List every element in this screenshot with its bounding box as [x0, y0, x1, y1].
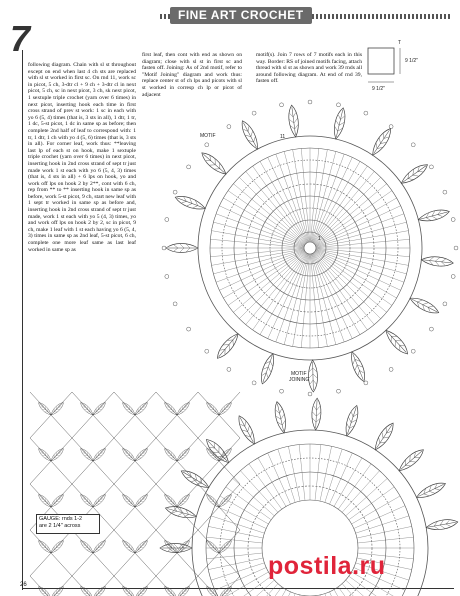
motif-joining-label-1: MOTIF [291, 371, 307, 377]
header-title: FINE ART CROCHET [170, 7, 312, 24]
round-mark-11: 11 [280, 134, 286, 140]
size-t-mark: T [398, 40, 402, 46]
motif-diagram-top [162, 100, 458, 396]
motif-joining-diagram [30, 392, 459, 596]
motif-joining-label-2: JOINING [289, 377, 310, 383]
round-mark-1: 1 [318, 236, 321, 242]
gauge-line-1: GAUGE: rnds 1-2 [39, 516, 83, 522]
instructions-column-2 [142, 52, 242, 98]
instructions-column-3 [256, 52, 362, 85]
gauge-box [36, 514, 100, 534]
size-width-label: 9 1/2" [372, 86, 385, 92]
instructions-column-1 [28, 62, 136, 253]
instructions-text-2: first leaf, then cont with end as shown on diagram; close with sl st in first sc and fasten off. Joining: As of 2nd motif, refer to "Motif Joining" diagram and work thus: replace center st of ch lps and picots with sl st worked in corresp ch lp or picot of adjacent [142, 52, 242, 98]
size-diagram [368, 48, 400, 82]
watermark: postila.ru [268, 552, 386, 580]
instructions-text-3: motif(s). Join 7 rows of 7 motifs each in this way. Border: RS of joined motifs facing, attach thread with sl st as shown and work 39 rnds all around following diagram. At end of rnd 39, fasten off. [256, 52, 362, 85]
size-height-label: 9 1/2" [405, 58, 418, 64]
folio: 26 [20, 582, 27, 588]
instructions-text-1: following diagram. Chain with sl st throughout except on end when last 4 ch sts are replaced with sl st worked in first sc. On rnd 11, work sc in picot, 5 ch, 3-dtr cl + 9 ch + 3-dtr cl in next picot, 5 ch, sc in next picot, 3 ch, sk next picot, 1 sextuple triple crochet (yarn over 6 times) in next picot, inserting hook each time in first cross strand of prev st work: 1 sc in each with yo 6 (5, 4) times (that is, 3 sts in all), 1 dtr, 1 tr, 1 dc, 5-st picot, 1 dc in same sp as before; then complete 2nd half of leaf to correspond with: 1 tr, 1 dtr, 1 ch with yo 4 (5, 6) times (that is, 3 sts in all). For corner leaf, work thus: **leaving last lp of each st on hook, make 1 sextuple triple crochet (yarn over 6 times) in next picot, inserting hook in 2nd cross strand of sept tr just made work 1 st each with yo 6 (5, 4, 3) times (that is, 4 sts in all) + 6 lps on hook, yo and work off lps on hook 2 by 2**, cont with 6 ch, rep from ** to ** inserting hook in same sp as before, work 5-st picot, 9 ch, start new leaf with 1 sept tr worked in same sp as before and, inserting hook in 2nd cross strand of sept tr just made, work 1 st each with yo 5 (4, 3) times, yo and work off lps on hook 2 by 2, sc in picot, 9 ch, make 1 leaf with 1 st each having yo 6 (5, 4, 3) times in same sp as 2nd leaf, 5-st picot, 6 ch, complete one more leaf same as last leaf worked in same sp as [28, 62, 136, 253]
motif-label: MOTIF [200, 133, 216, 139]
page-number: 7 [10, 18, 31, 59]
gauge-line-2: are 2 1/4" across [39, 523, 81, 529]
